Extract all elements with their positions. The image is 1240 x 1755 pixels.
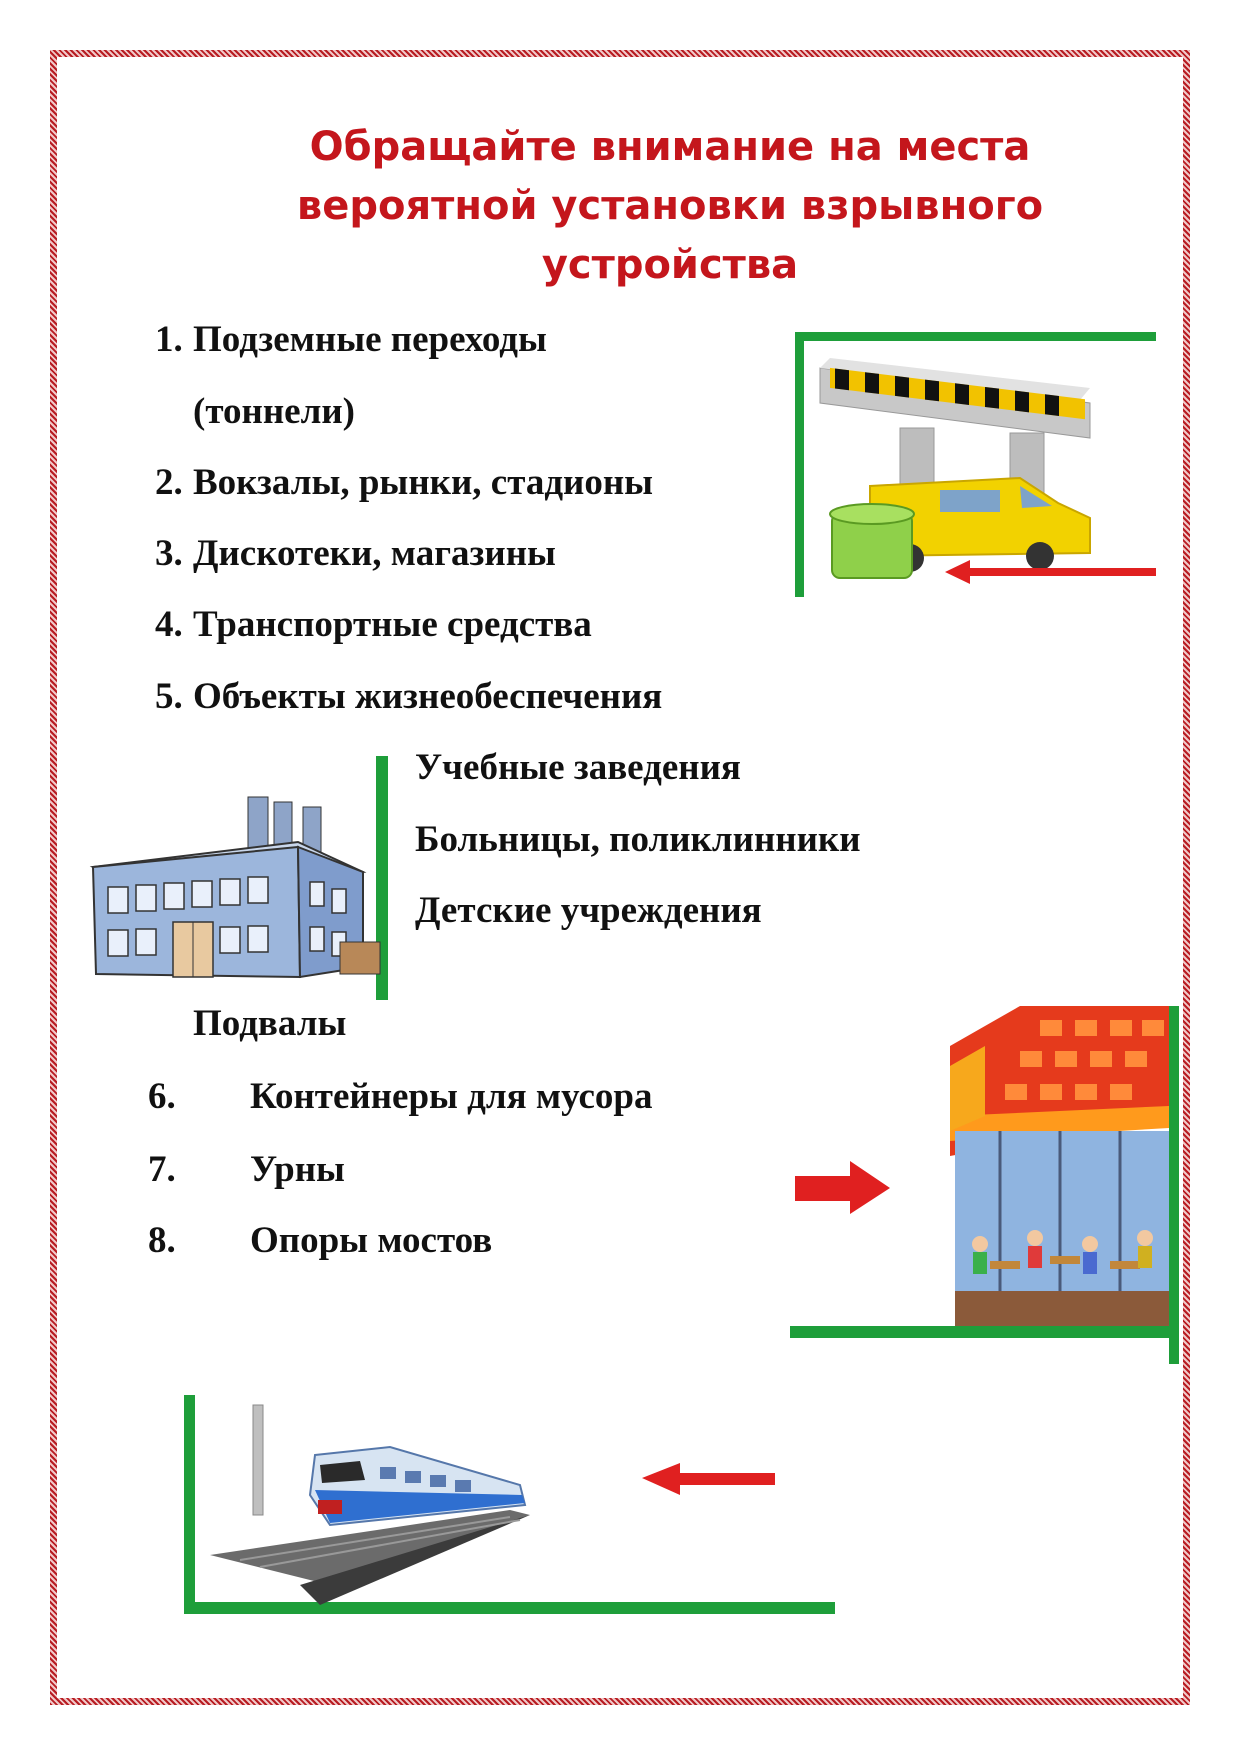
title-line-3: устройства	[541, 242, 799, 288]
list-number-8: 8.	[148, 1220, 176, 1261]
list-number-5: 5.	[155, 676, 183, 717]
title-line-2: вероятной установки взрывного	[296, 183, 1044, 229]
underpass-van-icon	[790, 328, 1160, 600]
cafe-storefront-icon	[790, 1006, 1180, 1366]
list-item-transport: Транспортные средства	[193, 604, 592, 645]
list-number-1: 1.	[155, 319, 183, 360]
list-item-containers: Контейнеры для мусора	[250, 1076, 653, 1117]
list-number-4: 4.	[155, 604, 183, 645]
list-item-schools: Учебные заведения	[415, 747, 741, 788]
list-number-2: 2.	[155, 462, 183, 503]
list-item-basements: Подвалы	[193, 1003, 347, 1044]
list-item-underpasses: Подземные переходы	[193, 319, 547, 360]
list-item-life-support: Объекты жизнеобеспечения	[193, 676, 663, 717]
list-item-bins: Урны	[250, 1149, 345, 1190]
list-number-6: 6.	[148, 1076, 176, 1117]
list-item-bridge-supports: Опоры мостов	[250, 1220, 493, 1261]
factory-building-icon	[78, 752, 396, 1002]
list-item-discos: Дискотеки, магазины	[193, 533, 556, 574]
list-number-7: 7.	[148, 1149, 176, 1190]
title-line-1: Обращайте внимание на места	[309, 124, 1031, 170]
list-item-stations: Вокзалы, рынки, стадионы	[193, 462, 654, 503]
list-item-underpasses-cont: (тоннели)	[193, 391, 355, 432]
page-title	[230, 118, 1110, 295]
list-item-hospitals: Больницы, поликлинники	[415, 819, 861, 860]
list-item-kindergartens: Детские учреждения	[415, 890, 762, 931]
list-number-3: 3.	[155, 533, 183, 574]
train-platform-icon	[180, 1395, 840, 1625]
